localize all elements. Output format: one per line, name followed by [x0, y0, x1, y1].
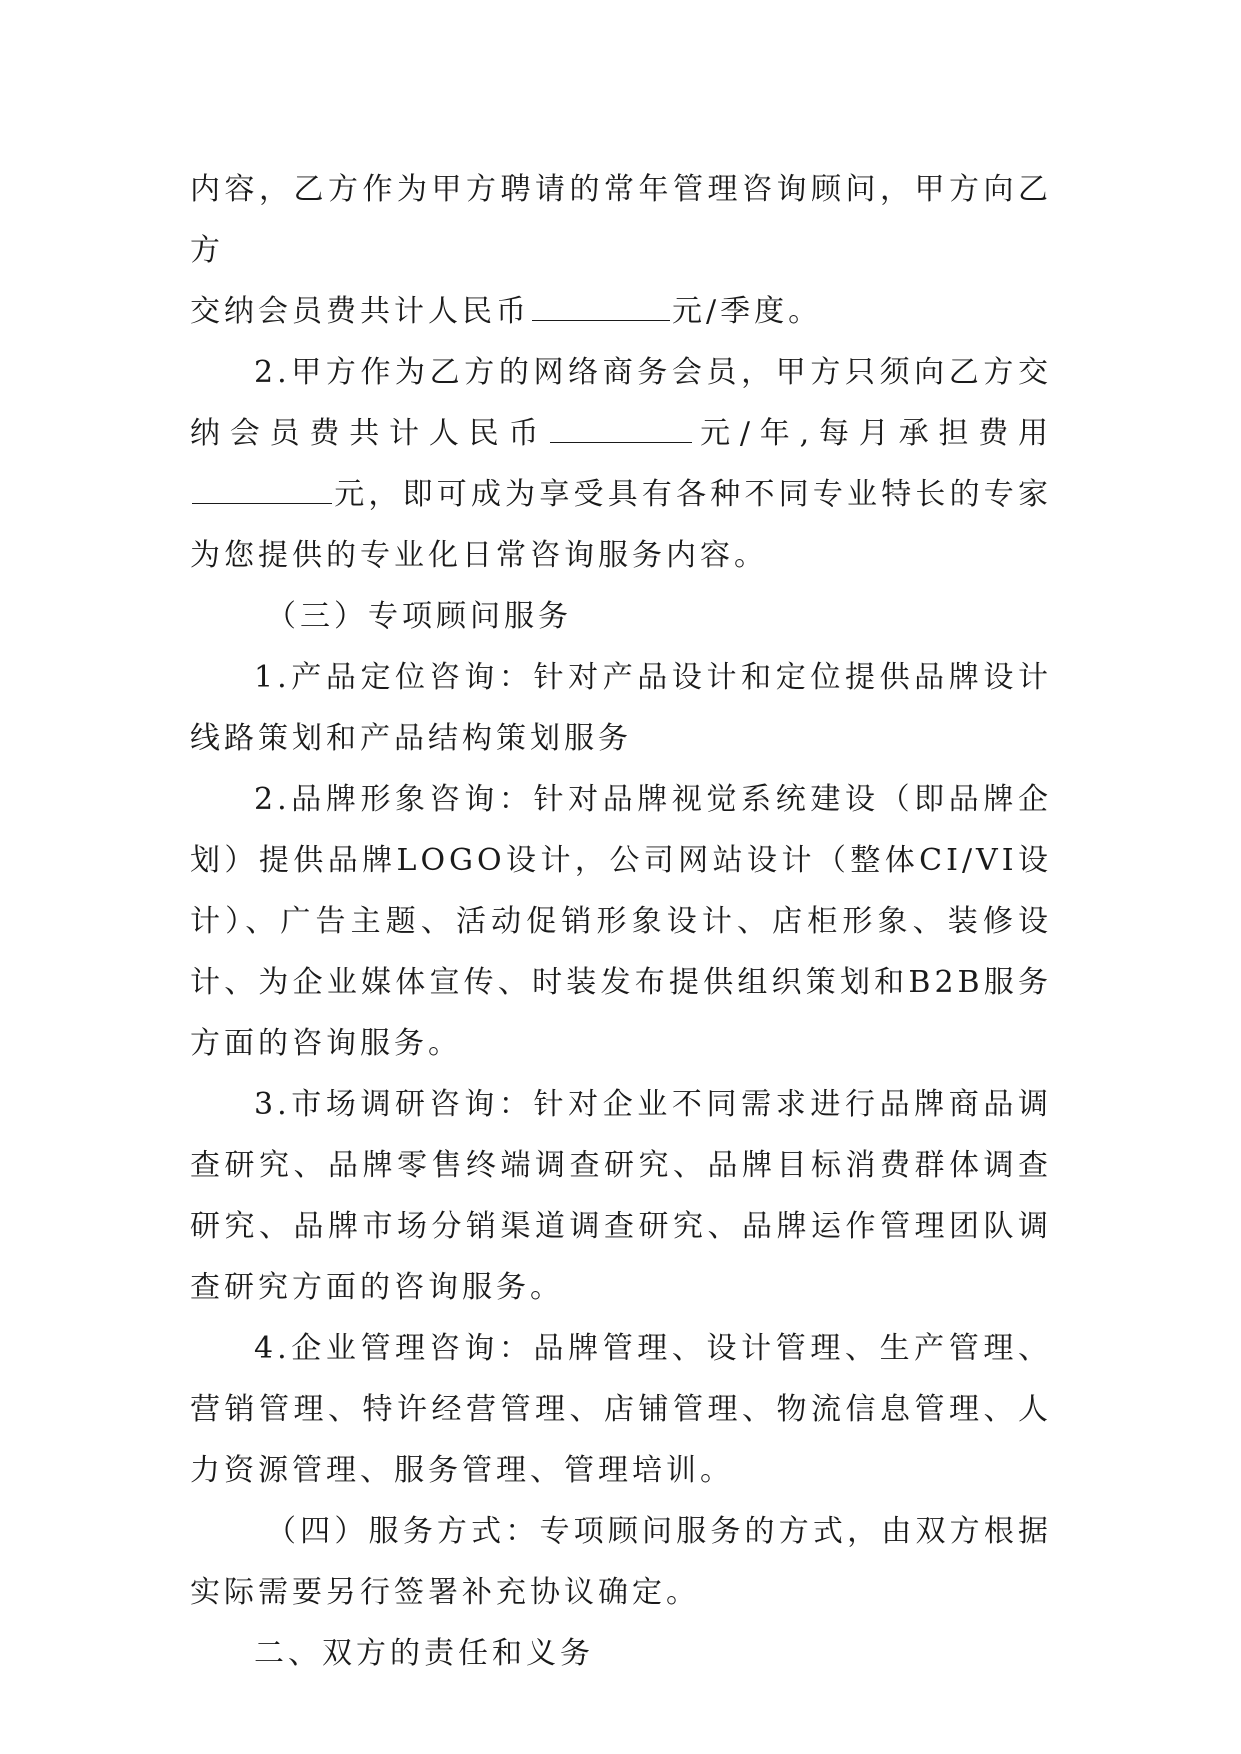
paragraph-text: 元/年,每月承担费用 [694, 416, 1053, 451]
fill-in-blank[interactable] [192, 471, 332, 504]
paragraph-fee-quarterly [190, 159, 1052, 342]
list-item-product-positioning: 1.产品定位咨询：针对产品设计和定位提供品牌设计线路策划和产品结构策划服务 [190, 660, 1052, 756]
paragraph-network-member [190, 342, 1052, 586]
section-heading-responsibilities: 二、双方的责任和义务 [254, 1636, 594, 1671]
paragraph-text: 2.甲方作为乙方的网络商务会员，甲方只须向乙方交纳会员费共计人民币 [190, 355, 1052, 451]
fill-in-blank[interactable] [550, 410, 692, 443]
document-body [190, 159, 1052, 1684]
paragraph-text: 元/季度。 [672, 294, 823, 329]
paragraph-service-method: （四）服务方式：专项顾问服务的方式，由双方根据实际需要另行签署补充协议确定。 [190, 1514, 1052, 1610]
paragraph-text: 内容，乙方作为甲方聘请的常年管理咨询顾问，甲方向乙方 [190, 172, 1052, 268]
list-item-enterprise-management: 4.企业管理咨询：品牌管理、设计管理、生产管理、营销管理、特许经营管理、店铺管理、物流信息管理、人力资源管理、服务管理、管理培训。 [190, 1331, 1052, 1488]
section-heading-special-consulting: （三）专项顾问服务 [266, 599, 572, 634]
fill-in-blank[interactable] [532, 288, 670, 321]
list-item-brand-image: 2.品牌形象咨询：针对品牌视觉系统建设（即品牌企划）提供品牌LOGO设计，公司网站设计（整体CI/VI设计）、广告主题、活动促销形象设计、店柜形象、装修设计、为企业媒体宣传、时装发布提供组织策划和B2B服务方面的咨询服务。 [190, 782, 1052, 1061]
list-item-market-research: 3.市场调研咨询：针对企业不同需求进行品牌商品调查研究、品牌零售终端调查研究、品牌目标消费群体调查研究、品牌市场分销渠道调查研究、品牌运作管理团队调查研究方面的咨询服务。 [190, 1087, 1052, 1305]
paragraph-text: 交纳会员费共计人民币 [190, 294, 530, 329]
paragraph-text: 元，即可成为享受具有各种不同专业特长的专家为您提供的专业化日常咨询服务内容。 [190, 477, 1052, 573]
